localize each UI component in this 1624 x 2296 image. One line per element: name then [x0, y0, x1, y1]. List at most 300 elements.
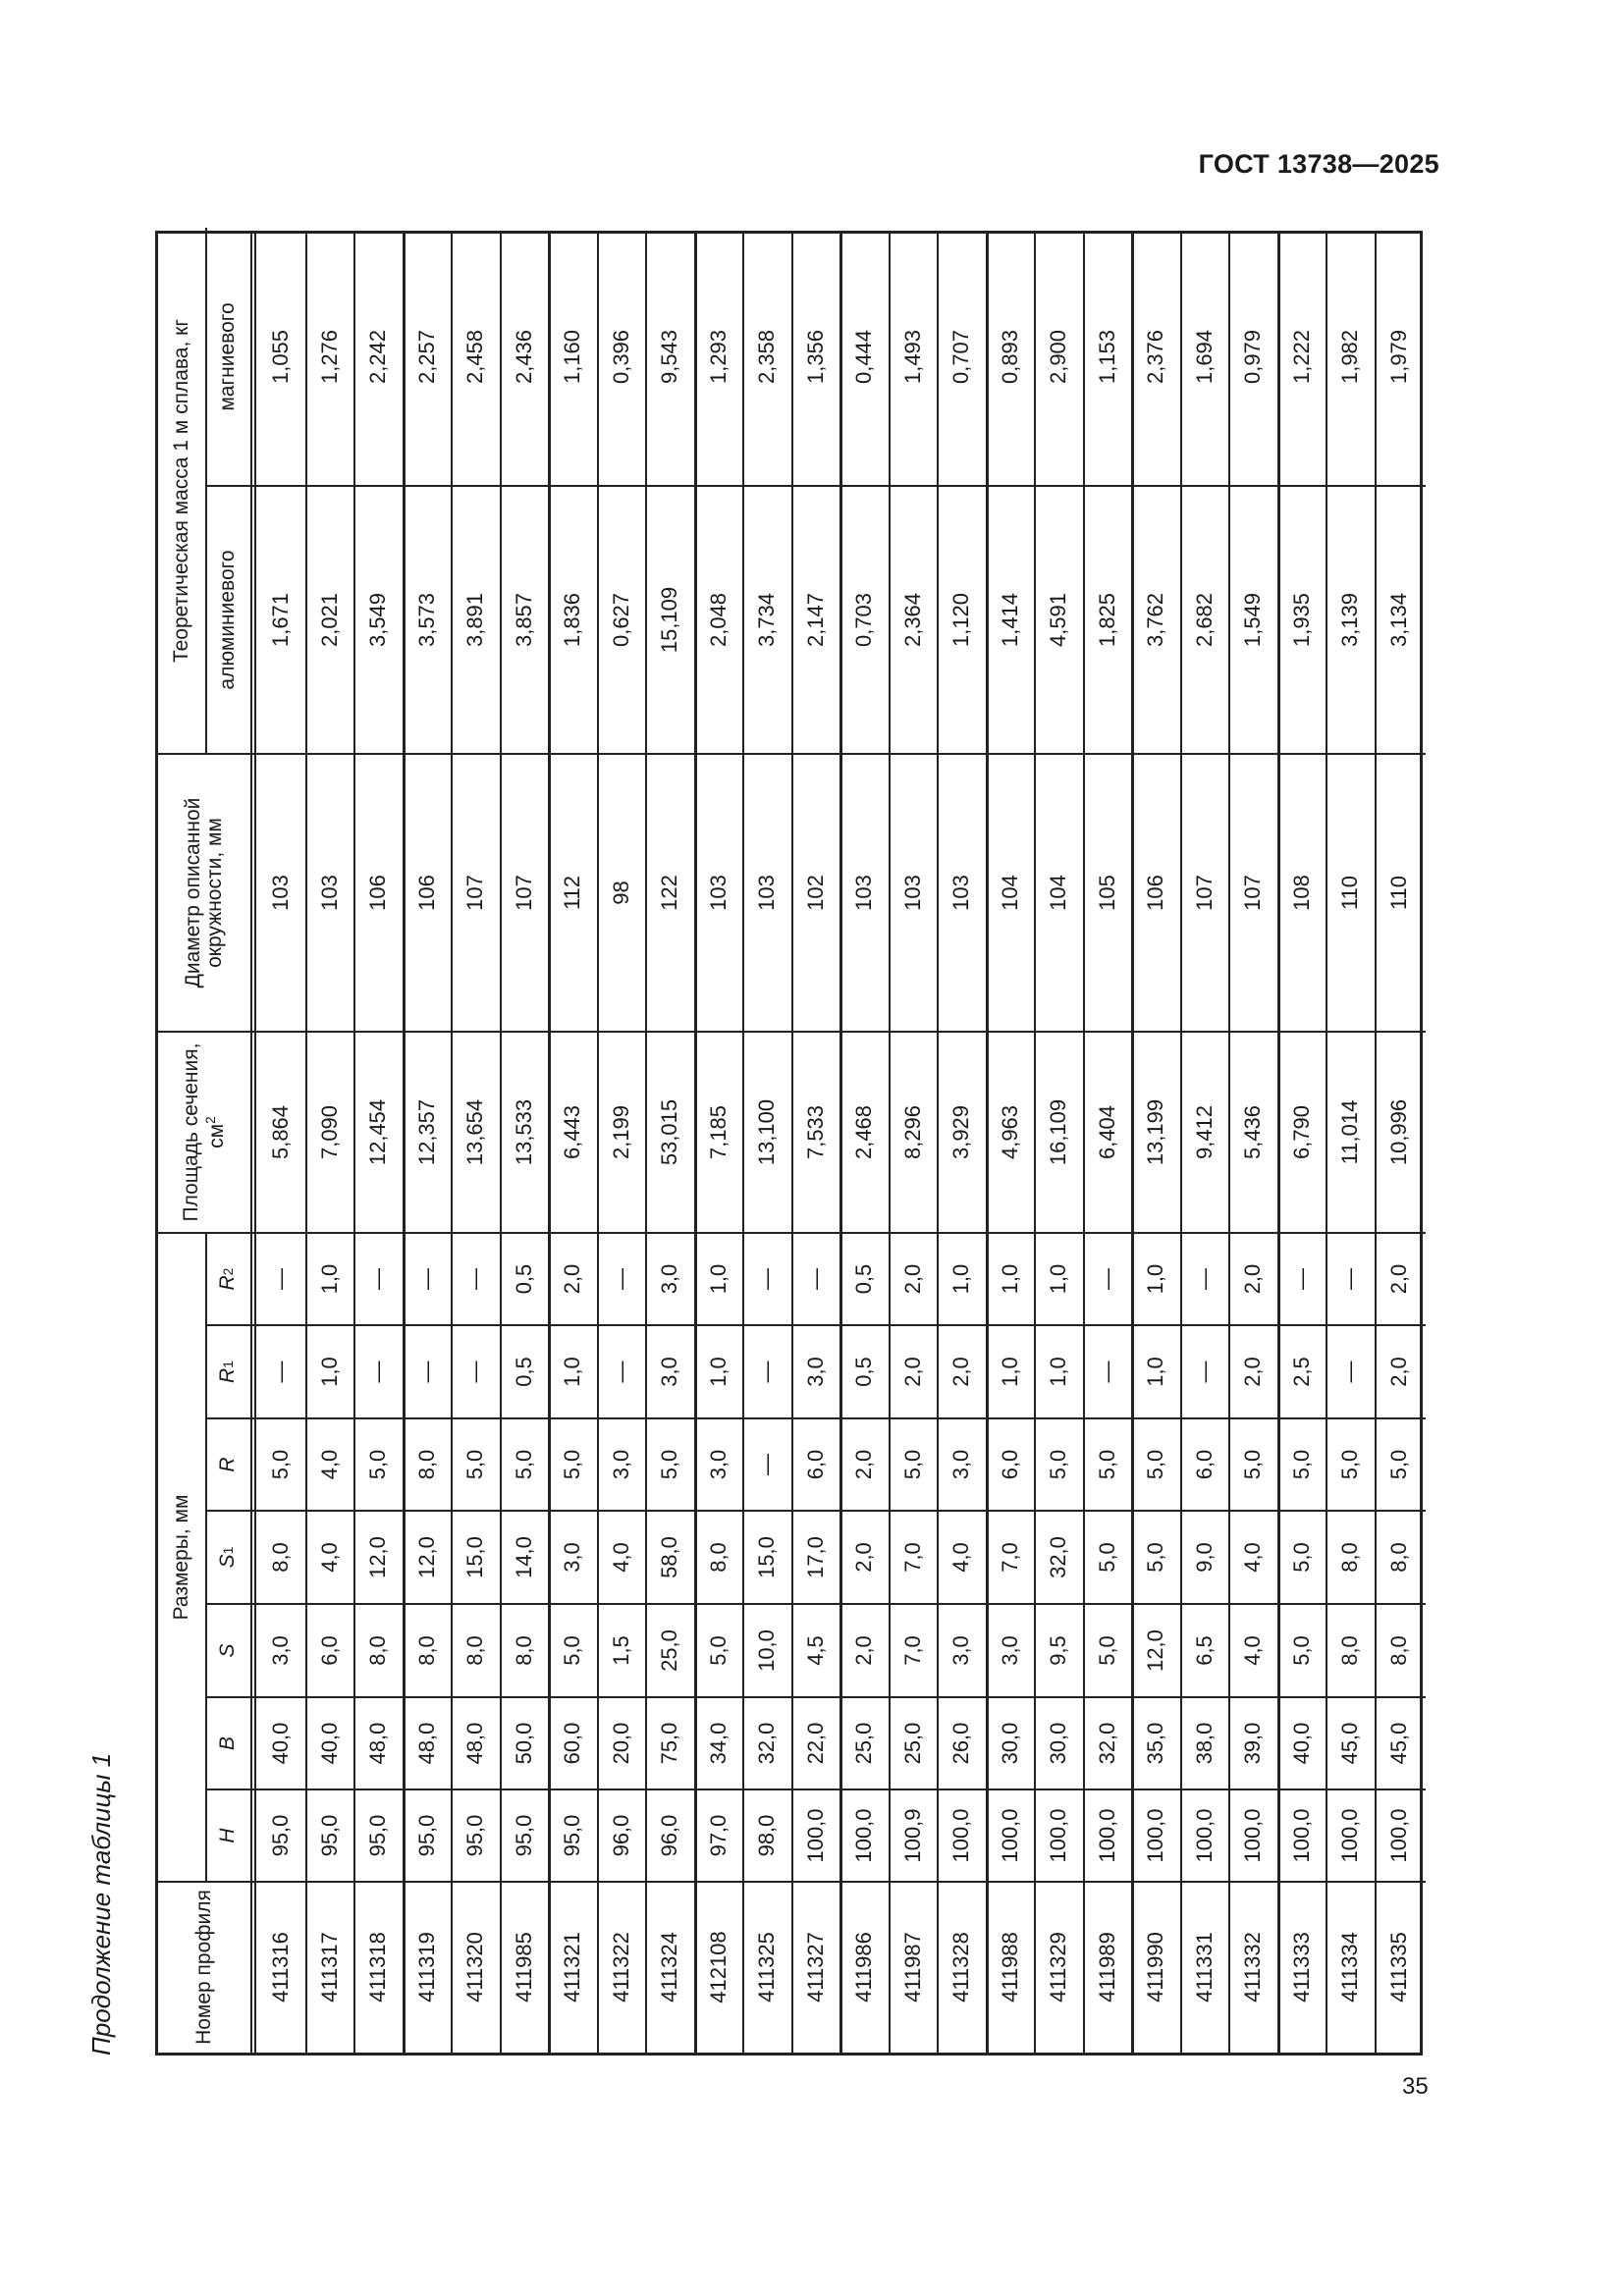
- table-cell-R1: 2,0: [899, 1357, 925, 1387]
- table-cell-R1: 2,0: [1240, 1357, 1266, 1387]
- table-cell-R: 3,0: [948, 1449, 974, 1480]
- table-cell-R1: 1,0: [316, 1357, 342, 1387]
- table-cell-mg: 1,276: [316, 329, 342, 385]
- table-cell-R1: 0,5: [511, 1357, 536, 1387]
- header-r2: R 2: [215, 1267, 239, 1291]
- table-cell-area: 5,436: [1240, 1104, 1266, 1160]
- table-cell-B: 48,0: [413, 1722, 439, 1765]
- table-cell-mg: 9,543: [657, 329, 682, 385]
- table-cell-S: 10,0: [754, 1629, 780, 1672]
- table-cell-S1: 8,0: [1337, 1542, 1363, 1573]
- table-cell-d: 108: [1288, 875, 1314, 911]
- table-cell-area: 8,296: [899, 1104, 925, 1160]
- table-cell-d: 102: [802, 875, 828, 911]
- table-cell-S1: 4,0: [316, 1542, 342, 1573]
- table-cell-R1: 2,0: [948, 1357, 974, 1387]
- table-cell-R: 6,0: [1191, 1449, 1217, 1480]
- table-cell-mg: 1,222: [1288, 329, 1314, 385]
- table-cell-R1: 1,0: [560, 1357, 585, 1387]
- table-cell-d: 103: [948, 875, 974, 911]
- table-cell-area: 5,864: [268, 1104, 294, 1160]
- table-cell-S: 3,0: [268, 1635, 294, 1666]
- table-cell-B: 35,0: [1143, 1722, 1168, 1765]
- header-s1: S 1: [215, 1546, 239, 1569]
- table-cell-B: 39,0: [1240, 1722, 1266, 1765]
- table-cell-R1: —: [1337, 1361, 1363, 1383]
- table-cell-R2: 1,0: [1046, 1263, 1071, 1295]
- table-cell-R2: —: [268, 1268, 294, 1290]
- table-cell-H: 97,0: [705, 1814, 731, 1857]
- table-cell-R1: 3,0: [802, 1357, 828, 1387]
- table-cell-S: 8,0: [413, 1635, 439, 1666]
- header-profile-number: Номер профиля: [191, 1890, 215, 2045]
- table-cell-R1: —: [1191, 1361, 1217, 1383]
- table-cell-H: 95,0: [316, 1814, 342, 1857]
- table-cell-S: 25,0: [657, 1629, 682, 1672]
- dimension-subheader-line: [205, 1233, 207, 1882]
- table-cell-B: 40,0: [1288, 1722, 1314, 1765]
- table-cell-no: 411335: [1385, 1932, 1411, 2002]
- table-cell-R2: 0,5: [851, 1263, 877, 1295]
- table-cell-B: 48,0: [365, 1722, 391, 1765]
- table-cell-R2: —: [365, 1268, 391, 1290]
- table-cell-H: 100,0: [1094, 1808, 1119, 1863]
- table-cell-S1: 3,0: [560, 1542, 585, 1573]
- table-cell-al: 0,703: [851, 592, 877, 648]
- table-cell-R2: —: [802, 1268, 828, 1290]
- table-cell-no: 411329: [1046, 1932, 1071, 2002]
- table-cell-al: 1,120: [948, 592, 974, 648]
- table-cell-R2: 2,0: [899, 1263, 925, 1295]
- header-mass-group: Теоретическая масса 1 м сплава, кг: [169, 319, 192, 664]
- table-cell-R: 5,0: [1288, 1449, 1314, 1480]
- table-cell-H: 96,0: [657, 1814, 682, 1857]
- table-cell-S: 9,5: [1046, 1635, 1071, 1666]
- table-cell-mg: 2,436: [511, 329, 536, 385]
- table-cell-d: 122: [657, 875, 682, 911]
- table-cell-area: 12,357: [413, 1098, 439, 1166]
- table-cell-S1: 8,0: [1385, 1542, 1411, 1573]
- table-cell-R1: 1,0: [997, 1357, 1022, 1387]
- table-cell-R2: —: [462, 1268, 488, 1290]
- header-aluminum: алюминиевого: [215, 550, 239, 690]
- mass-subheader-line: [205, 228, 207, 754]
- table-cell-area: 2,468: [851, 1104, 877, 1160]
- table-cell-B: 30,0: [1046, 1722, 1071, 1765]
- table-cell-H: 100,0: [1385, 1808, 1411, 1863]
- table-cell-R2: —: [1288, 1268, 1314, 1290]
- table-cell-B: 45,0: [1337, 1722, 1363, 1765]
- table-cell-R1: —: [1094, 1361, 1119, 1383]
- header-s: S: [215, 1643, 239, 1658]
- table-cell-S: 2,0: [851, 1635, 877, 1666]
- table-cell-R1: —: [754, 1361, 780, 1383]
- table-cell-al: 1,825: [1094, 592, 1119, 648]
- table-cell-no: 411333: [1288, 1932, 1314, 2002]
- table-cell-R: 5,0: [511, 1449, 536, 1480]
- header-r1: R 1: [215, 1361, 239, 1383]
- table-cell-R2: —: [1191, 1268, 1217, 1290]
- table-cell-mg: 0,396: [608, 329, 633, 385]
- table-cell-d: 110: [1385, 875, 1411, 911]
- table-cell-R2: 1,0: [997, 1263, 1022, 1295]
- table-cell-B: 40,0: [316, 1722, 342, 1765]
- table-cell-H: 100,0: [1288, 1808, 1314, 1863]
- table-cell-R: 5,0: [1385, 1449, 1411, 1480]
- table-cell-H: 100,0: [1191, 1808, 1217, 1863]
- table-cell-d: 105: [1094, 875, 1119, 911]
- table-cell-H: 98,0: [754, 1814, 780, 1857]
- table-cell-S1: 4,0: [948, 1542, 974, 1573]
- table-cell-S: 8,0: [462, 1635, 488, 1666]
- table-cell-H: 95,0: [365, 1814, 391, 1857]
- table-cell-R: 5,0: [268, 1449, 294, 1480]
- table-cell-S: 1,5: [608, 1635, 633, 1666]
- table-cell-al: 2,021: [316, 592, 342, 648]
- table-cell-R: 5,0: [365, 1449, 391, 1480]
- table-cell-S: 8,0: [511, 1635, 536, 1666]
- table-cell-al: 3,734: [754, 592, 780, 648]
- table-cell-S: 7,0: [899, 1635, 925, 1666]
- table-cell-no: 411328: [948, 1932, 974, 2002]
- header-magnesium: магниевого: [215, 302, 239, 411]
- table-cell-S1: 15,0: [754, 1536, 780, 1578]
- table-cell-al: 1,935: [1288, 592, 1314, 648]
- table-cell-R1: 3,0: [657, 1357, 682, 1387]
- table-cell-S1: 58,0: [657, 1536, 682, 1578]
- table-cell-al: 3,891: [462, 592, 488, 648]
- table-cell-R1: —: [608, 1361, 633, 1383]
- table-cell-al: 3,549: [365, 592, 391, 648]
- table-cell-d: 104: [1046, 875, 1071, 911]
- table-cell-d: 107: [1240, 875, 1266, 911]
- table-cell-S1: 8,0: [268, 1542, 294, 1573]
- header-r: R: [215, 1457, 239, 1472]
- table-cell-B: 32,0: [754, 1722, 780, 1765]
- table-cell-mg: 1,293: [705, 329, 731, 385]
- table-cell-no: 412108: [705, 1931, 731, 2003]
- table-cell-no: 411324: [657, 1932, 682, 2002]
- table-cell-R1: —: [365, 1361, 391, 1383]
- table-cell-R: 5,0: [899, 1449, 925, 1480]
- table-cell-no: 411986: [851, 1932, 877, 2002]
- table-cell-H: 100,0: [997, 1808, 1022, 1863]
- table-cell-H: 96,0: [608, 1814, 633, 1857]
- table-cell-mg: 0,893: [997, 329, 1022, 385]
- table-cell-R1: 1,0: [1143, 1357, 1168, 1387]
- table-cell-no: 411321: [560, 1932, 585, 2002]
- table-cell-R1: —: [268, 1361, 294, 1383]
- table-cell-R: 6,0: [997, 1449, 1022, 1480]
- header-area: Площадь сечения, $см^2$: [180, 1042, 228, 1222]
- table-cell-R: 5,0: [657, 1449, 682, 1480]
- table-cell-no: 411989: [1094, 1932, 1119, 2002]
- table-cell-S1: 17,0: [802, 1536, 828, 1578]
- table-cell-al: 2,682: [1191, 592, 1217, 648]
- table-cell-R: 5,0: [462, 1449, 488, 1480]
- table-cell-no: 411317: [316, 1932, 342, 2002]
- table-cell-B: 40,0: [268, 1722, 294, 1765]
- table-cell-S: 4,5: [802, 1635, 828, 1666]
- table-cell-B: 20,0: [608, 1722, 633, 1765]
- table-cell-H: 95,0: [413, 1814, 439, 1857]
- table-cell-no: 411987: [899, 1932, 925, 2002]
- table-cell-d: 103: [754, 875, 780, 911]
- table-cell-R: —: [754, 1454, 780, 1475]
- table-cell-no: 411319: [413, 1932, 439, 2002]
- table-cell-H: 100,9: [899, 1808, 925, 1863]
- table-cell-B: 34,0: [705, 1722, 731, 1765]
- header-b: B: [215, 1736, 239, 1751]
- table-cell-B: 30,0: [997, 1722, 1022, 1765]
- table-cell-H: 100,0: [802, 1808, 828, 1863]
- table-cell-S: 12,0: [1143, 1629, 1168, 1672]
- table-cell-S1: 4,0: [1240, 1542, 1266, 1573]
- table-cell-no: 411320: [462, 1932, 488, 2002]
- table-cell-al: 1,549: [1240, 592, 1266, 648]
- table-cell-S1: 14,0: [511, 1536, 536, 1578]
- table-cell-d: 98: [608, 881, 633, 905]
- table-cell-mg: 2,458: [462, 329, 488, 385]
- table-cell-mg: 2,376: [1143, 329, 1168, 385]
- table-cell-mg: 1,356: [802, 329, 828, 385]
- table-cell-R2: 1,0: [948, 1263, 974, 1295]
- header-diameter: Диаметр описанной окружности, мм: [181, 797, 226, 988]
- table-cell-mg: 1,153: [1094, 329, 1119, 385]
- table-cell-no: 411325: [754, 1932, 780, 2002]
- table-cell-H: 95,0: [268, 1814, 294, 1857]
- table-cell-R: 3,0: [705, 1449, 731, 1480]
- table-cell-mg: 0,444: [851, 329, 877, 385]
- table-cell-no: 411316: [268, 1932, 294, 2002]
- table-cell-area: 12,454: [365, 1098, 391, 1166]
- table-cell-B: 25,0: [899, 1722, 925, 1765]
- table-cell-R: 8,0: [413, 1449, 439, 1480]
- table-cell-area: 3,929: [948, 1104, 974, 1160]
- table-cell-area: 13,100: [754, 1098, 780, 1166]
- table-cell-S1: 7,0: [899, 1542, 925, 1573]
- table-cell-al: 4,591: [1046, 592, 1071, 648]
- table-cell-B: 48,0: [462, 1722, 488, 1765]
- header-dimensions-group: Размеры, мм: [169, 1494, 192, 1621]
- table-cell-B: 50,0: [511, 1722, 536, 1765]
- table-cell-al: 1,414: [997, 592, 1022, 648]
- table-cell-R: 5,0: [1046, 1449, 1071, 1480]
- table-cell-R2: 2,0: [1385, 1263, 1411, 1295]
- table-cell-area: 7,533: [802, 1104, 828, 1160]
- table-cell-area: 6,790: [1288, 1104, 1314, 1160]
- profiles-table: [155, 231, 1423, 2056]
- table-cell-area: 4,963: [997, 1104, 1022, 1160]
- table-cell-mg: 1,160: [560, 329, 585, 385]
- table-cell-H: 100,0: [1046, 1808, 1071, 1863]
- table-cell-mg: 0,707: [948, 329, 974, 385]
- table-cell-B: 60,0: [560, 1722, 585, 1765]
- table-cell-R2: —: [608, 1268, 633, 1290]
- table-caption: Продолжение таблицы 1: [86, 1752, 116, 2056]
- table-cell-B: 26,0: [948, 1722, 974, 1765]
- table-cell-S: 5,0: [560, 1635, 585, 1666]
- table-cell-area: 2,199: [608, 1104, 633, 1160]
- table-cell-al: 3,134: [1385, 592, 1411, 648]
- table-cell-d: 112: [560, 875, 585, 911]
- table-cell-S: 6,0: [316, 1635, 342, 1666]
- table-cell-S: 3,0: [948, 1635, 974, 1666]
- table-cell-S1: 5,0: [1094, 1542, 1119, 1573]
- table-cell-S1: 32,0: [1046, 1536, 1071, 1578]
- table-cell-H: 100,0: [1240, 1808, 1266, 1863]
- table-cell-area: 16,109: [1046, 1098, 1071, 1166]
- table-cell-al: 15,109: [657, 586, 682, 654]
- table-cell-B: 45,0: [1385, 1722, 1411, 1765]
- table-cell-area: 11,014: [1337, 1099, 1363, 1165]
- table-cell-S1: 2,0: [851, 1542, 877, 1573]
- table-cell-S: 3,0: [997, 1635, 1022, 1666]
- table-cell-R1: 1,0: [705, 1357, 731, 1387]
- table-cell-R2: 2,0: [1240, 1263, 1266, 1295]
- table-cell-S: 4,0: [1240, 1635, 1266, 1666]
- table-cell-d: 107: [462, 875, 488, 911]
- table-cell-no: 411318: [365, 1932, 391, 2002]
- table-cell-R1: —: [413, 1361, 439, 1383]
- table-cell-d: 110: [1337, 875, 1363, 911]
- document-standard-header: ГОСТ 13738—2025: [1198, 149, 1439, 179]
- table-cell-no: 411331: [1191, 1932, 1217, 2002]
- table-cell-d: 103: [705, 875, 731, 911]
- table-cell-S1: 9,0: [1191, 1542, 1217, 1573]
- table-cell-S: 5,0: [705, 1635, 731, 1666]
- table-cell-R1: 2,0: [1385, 1357, 1411, 1387]
- table-cell-mg: 1,493: [899, 329, 925, 385]
- table-cell-R2: 1,0: [316, 1263, 342, 1295]
- table-cell-d: 103: [899, 875, 925, 911]
- table-cell-S1: 4,0: [608, 1542, 633, 1573]
- table-cell-area: 6,443: [560, 1104, 585, 1160]
- table-cell-S1: 12,0: [365, 1536, 391, 1578]
- table-cell-R: 3,0: [608, 1449, 633, 1480]
- table-cell-R: 5,0: [1094, 1449, 1119, 1480]
- table-cell-d: 103: [268, 875, 294, 911]
- table-cell-d: 103: [851, 875, 877, 911]
- table-cell-R1: —: [462, 1361, 488, 1383]
- table-cell-R2: —: [1337, 1268, 1363, 1290]
- table-cell-area: 13,533: [511, 1098, 536, 1166]
- table-cell-al: 3,573: [413, 592, 439, 648]
- table-cell-S1: 7,0: [997, 1542, 1022, 1573]
- table-cell-mg: 2,358: [754, 329, 780, 385]
- table-cell-S: 8,0: [1337, 1635, 1363, 1666]
- table-cell-area: 7,090: [316, 1104, 342, 1160]
- table-cell-H: 100,0: [851, 1808, 877, 1863]
- table-cell-R2: 1,0: [1143, 1263, 1168, 1295]
- table-cell-area: 7,185: [705, 1104, 731, 1160]
- table-cell-d: 106: [365, 875, 391, 911]
- table-cell-no: 411322: [608, 1932, 633, 2002]
- table-cell-no: 411990: [1143, 1932, 1168, 2002]
- table-cell-al: 2,048: [705, 592, 731, 648]
- table-cell-no: 411327: [802, 1932, 828, 2002]
- table-cell-mg: 1,055: [268, 329, 294, 385]
- table-cell-area: 13,199: [1143, 1098, 1168, 1166]
- table-cell-mg: 2,242: [365, 329, 391, 385]
- table-cell-R1: 2,5: [1288, 1357, 1314, 1387]
- table-cell-S: 6,5: [1191, 1635, 1217, 1666]
- table-cell-R2: —: [1094, 1268, 1119, 1290]
- table-cell-al: 1,671: [268, 592, 294, 648]
- table-cell-R2: —: [754, 1268, 780, 1290]
- table-cell-H: 100,0: [1143, 1808, 1168, 1863]
- table-cell-al: 2,147: [802, 592, 828, 648]
- table-cell-mg: 0,979: [1240, 329, 1266, 385]
- table-cell-d: 107: [1191, 875, 1217, 911]
- table-cell-B: 32,0: [1094, 1722, 1119, 1765]
- table-cell-area: 9,412: [1191, 1104, 1217, 1160]
- table-cell-no: 411988: [997, 1932, 1022, 2002]
- table-cell-mg: 2,257: [413, 329, 439, 385]
- table-cell-R1: 0,5: [851, 1357, 877, 1387]
- table-cell-no: 411334: [1337, 1932, 1363, 2002]
- page-number: 35: [1402, 2073, 1429, 2100]
- table-cell-S: 8,0: [365, 1635, 391, 1666]
- table-cell-mg: 2,900: [1046, 329, 1071, 385]
- table-cell-S: 5,0: [1288, 1635, 1314, 1666]
- table-cell-S1: 5,0: [1143, 1542, 1168, 1573]
- table-cell-R: 5,0: [560, 1449, 585, 1480]
- table-cell-R2: —: [413, 1268, 439, 1290]
- table-cell-R2: 3,0: [657, 1263, 682, 1295]
- table-cell-al: 3,857: [511, 592, 536, 648]
- table-cell-area: 53,015: [657, 1098, 682, 1166]
- table-cell-B: 22,0: [802, 1722, 828, 1765]
- table-cell-mg: 1,979: [1385, 329, 1411, 385]
- rotated-table-frame: [88, 92, 1463, 2056]
- table-cell-d: 106: [413, 875, 439, 911]
- table-cell-H: 95,0: [462, 1814, 488, 1857]
- header-h: H: [215, 1828, 239, 1843]
- table-cell-R2: 1,0: [705, 1263, 731, 1295]
- table-cell-area: 10,996: [1385, 1098, 1411, 1166]
- table-cell-area: 6,404: [1094, 1104, 1119, 1160]
- table-cell-R: 5,0: [1240, 1449, 1266, 1480]
- table-cell-S: 5,0: [1094, 1635, 1119, 1666]
- table-cell-B: 38,0: [1191, 1722, 1217, 1765]
- table-cell-no: 411332: [1240, 1932, 1266, 2002]
- table-cell-H: 95,0: [560, 1814, 585, 1857]
- table-cell-R1: 1,0: [1046, 1357, 1071, 1387]
- table-cell-al: 2,364: [899, 592, 925, 648]
- table-cell-R: 5,0: [1143, 1449, 1168, 1480]
- table-cell-B: 75,0: [657, 1722, 682, 1765]
- table-cell-d: 107: [511, 875, 536, 911]
- table-cell-mg: 1,694: [1191, 329, 1217, 385]
- table-cell-d: 104: [997, 875, 1022, 911]
- table-cell-al: 3,139: [1337, 592, 1363, 648]
- table-cell-H: 95,0: [511, 1814, 536, 1857]
- table-cell-S1: 15,0: [462, 1536, 488, 1578]
- table-cell-area: 13,654: [462, 1098, 488, 1166]
- table-cell-al: 1,836: [560, 592, 585, 648]
- table-cell-R: 4,0: [316, 1449, 342, 1480]
- table-cell-R2: 0,5: [511, 1263, 536, 1295]
- table-cell-al: 0,627: [608, 592, 633, 648]
- table-cell-no: 411985: [511, 1932, 536, 2002]
- table-cell-d: 103: [316, 875, 342, 911]
- table-cell-al: 3,762: [1143, 592, 1168, 648]
- table-cell-d: 106: [1143, 875, 1168, 911]
- table-cell-S: 8,0: [1385, 1635, 1411, 1666]
- table-cell-B: 25,0: [851, 1722, 877, 1765]
- table-cell-S1: 8,0: [705, 1542, 731, 1573]
